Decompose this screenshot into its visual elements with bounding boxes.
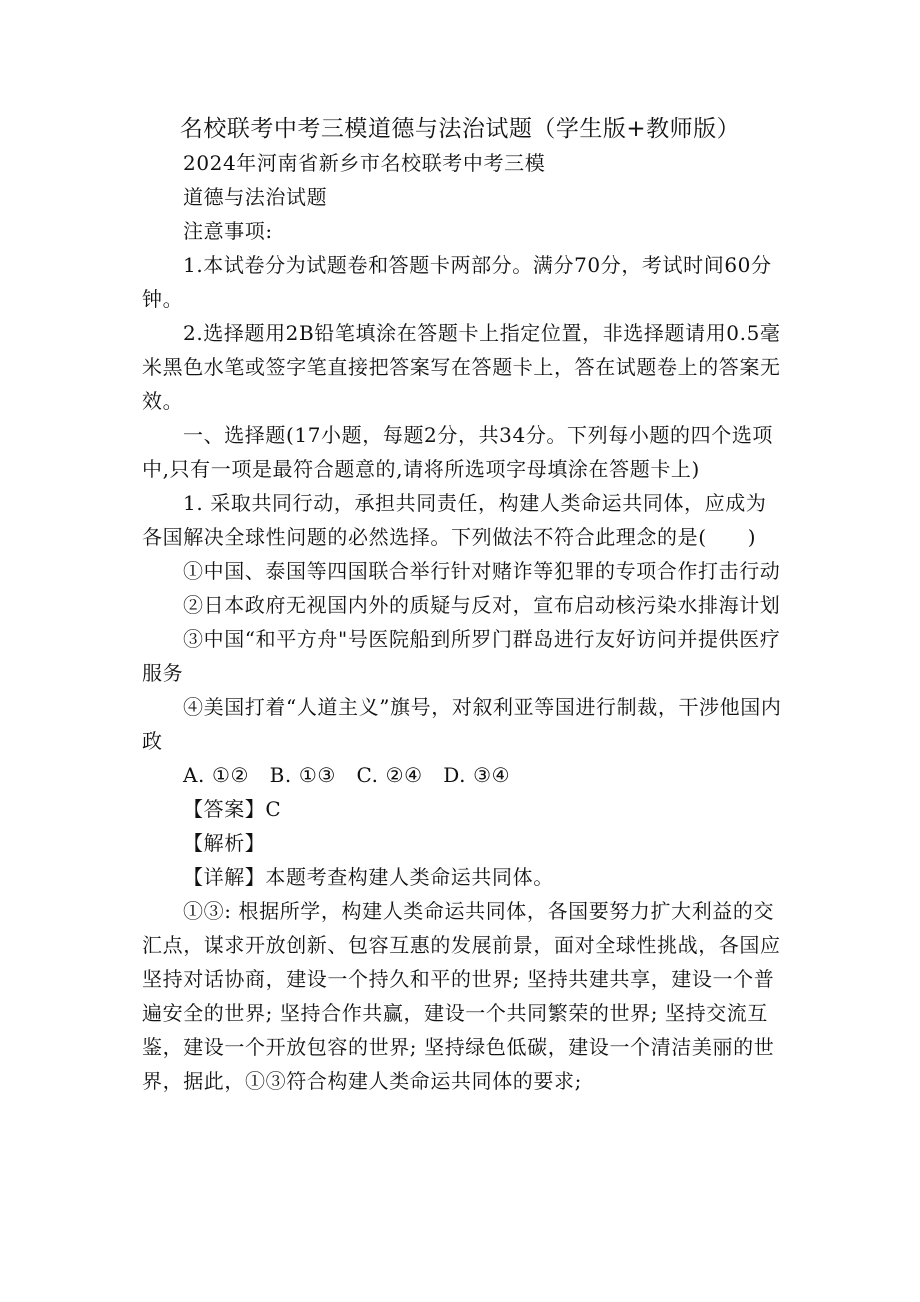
section-heading: 一、选择题(17小题，每题2分，共34分。下列每小题的四个选项中,只有一项是最符合题意的,请将所选项字母填涂在答题卡上): [142, 423, 774, 481]
question-1-option-2: ②日本政府无视国内外的质疑与反对，宣布启动核污染水排海计划: [183, 593, 781, 617]
document-body: [142, 146, 782, 1098]
analysis-heading: 【解析】: [183, 831, 266, 855]
question-1-option-3: ③中国“和平方舟"号医院船到所罗门群岛进行友好访问并提供医疗服务: [142, 627, 781, 685]
notice-item-1: 1.本试卷分为试题卷和答题卡两部分。满分70分，考试时间60分钟。: [142, 253, 772, 311]
document-title: 名校联考中考三模道德与法治试题（学生版+教师版）: [179, 116, 741, 142]
notice-item-2: 2.选择题用2B铅笔填涂在答题卡上指定位置，非选择题请用0.5毫米黑色水笔或签字笔直接把答案写在答题卡上，答在试题卷上的答案无效。: [142, 321, 781, 413]
answer-line: 【答案】C: [183, 797, 282, 821]
question-1-stem: 1. 采取共同行动，承担共同责任，构建人类命运共同体，应成为各国解决全球性问题的必然选择。下列做法不符合此理念的是( ): [142, 491, 767, 549]
question-1-option-4: ④美国打着“人道主义”旗号，对叙利亚等国进行制裁，干涉他国内政: [142, 695, 782, 753]
question-1-choices: A. ①② B. ①③ C. ②④ D. ③④: [183, 763, 511, 787]
explanation-paragraph: ①③: 根据所学，构建人类命运共同体，各国要努力扩大利益的交汇点，谋求开放创新、包容互惠的发展前景，面对全球性挑战，各国应坚持对话协商，建设一个持久和平的世界; 坚持共建共享，建设一个普遍安全的世界; 坚持合作共赢，建设一个共同繁荣的世界; 坚持交流互鉴，建设一个开放包容的世界; 坚持绿色低碳，建设一个清洁美丽的世界，据此，①③符合构建人类命运共同体的要求;: [142, 899, 781, 1093]
exam-subject-line: 道德与法治试题: [183, 185, 328, 209]
notice-heading: 注意事项:: [183, 219, 273, 243]
exam-year-line: 2024年河南省新乡市名校联考中考三模: [183, 151, 546, 175]
question-1-option-1: ①中国、泰国等四国联合举行针对赌诈等犯罪的专项合作打击行动: [183, 559, 781, 583]
detail-line: 【详解】本题考查构建人类命运共同体。: [183, 865, 554, 889]
